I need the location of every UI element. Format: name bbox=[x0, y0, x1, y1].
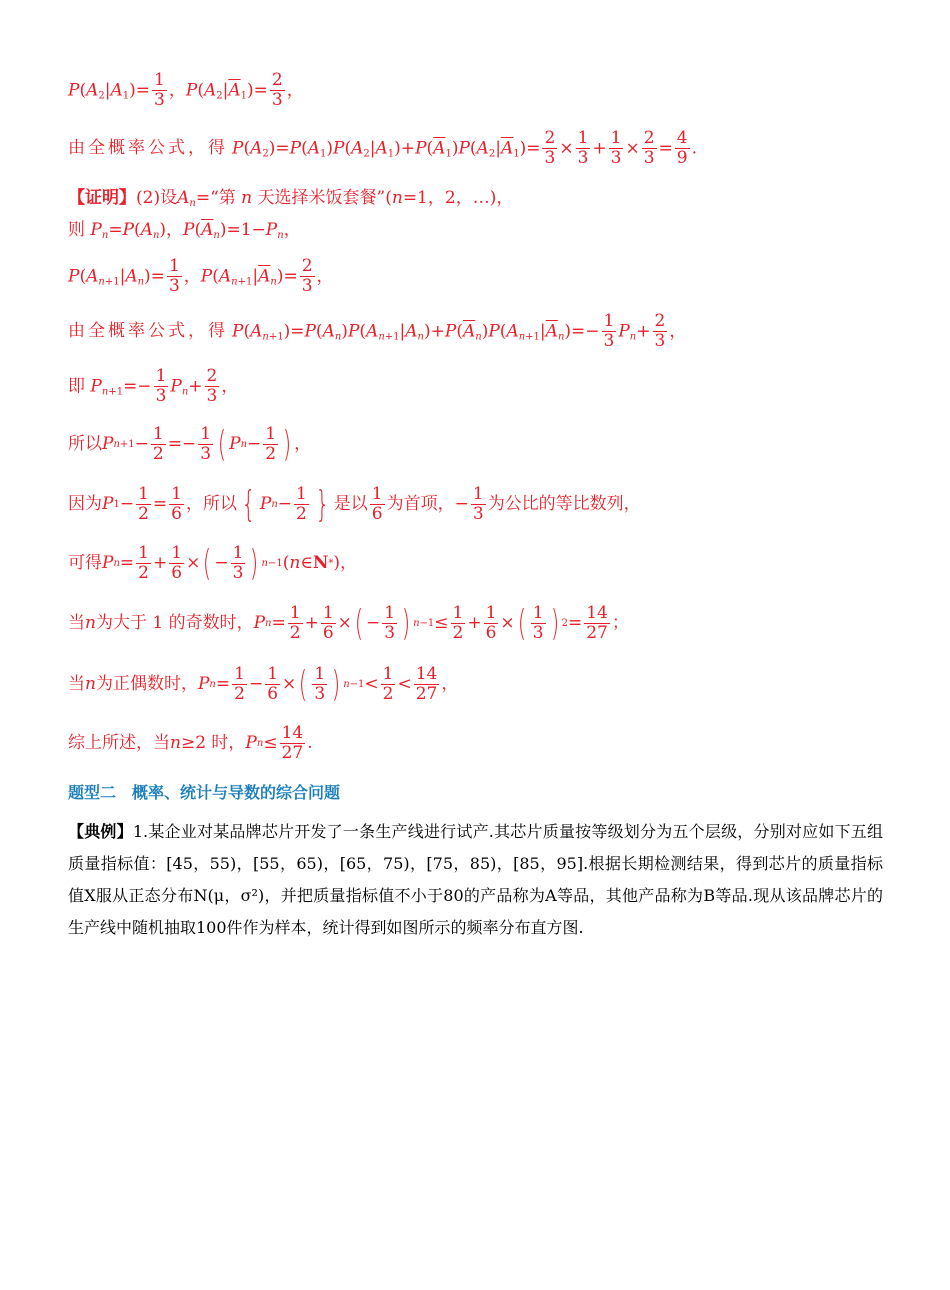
equation-line-11: 当 n 为大于 1 的奇数时， P n = $\frac{1}{2}$ + $\frac{1}{6}$ × ( − $\frac{1}{3}$ ) n−1 ≤ $\frac{1}{2}$ + $\frac{1}{6}$ × ( $\frac{1}{3}$ ) 2 = $\frac{14}{27}$ ； bbox=[68, 602, 629, 644]
solution-line-7 bbox=[68, 368, 238, 406]
equation-line-3: (2)设$A_n=“$第 n 天选择米饭套餐”(n=1，2，…)， bbox=[136, 188, 514, 209]
example-text: 1.某企业对某品牌芯片开发了一条生产线进行试产.其芯片质量按等级划分为五个层级，分别对应如下五组质量指标值：[45，55)，[55，65)，[65，75)，[75，85)，[85，95].根据长期检测结果，得到芯片的质量指标值X服从正态分布N(μ，σ²)，并把质量指标值不小于80的产品称为A等品，其他产品称为B等品.现从该品牌芯片的生产线中随机抽取100件作为样本，统计得到如图所示的频率分布直方图. bbox=[68, 822, 883, 937]
solution-line-4 bbox=[68, 222, 301, 239]
equation-line-1: $P(A_2|A_1)=$ $\frac{1}{3}$ ，$P(A_2|\overline{A}_1)=$ $\frac{2}{3}$ ， bbox=[68, 70, 304, 110]
example-paragraph bbox=[68, 816, 883, 944]
solution-line-1 bbox=[68, 72, 304, 110]
solution-line-2 bbox=[68, 130, 697, 168]
solution-line-12 bbox=[68, 663, 459, 705]
equation-line-8: 所以 P n+1 − $\frac{1}{2}$ =− $\frac{1}{3}$ ( P n − $\frac{1}{2}$ ) ， bbox=[68, 423, 312, 465]
equation-line-7: 即 $P_{n+1}=-$ $\frac{1}{3}$ $P_n+$ $\frac{2}{3}$ ， bbox=[68, 366, 239, 406]
equation-line-10: 可得 P n = $\frac{1}{2}$ + $\frac{1}{6}$ × ( − $\frac{1}{3}$ ) n−1 ( n ∈ N * )， bbox=[68, 542, 358, 584]
solution-line-3 bbox=[68, 190, 513, 207]
solution-line-8 bbox=[68, 423, 312, 465]
line-6-prefix: 由全概率公式，得 bbox=[68, 321, 228, 342]
equation-line-4: 则 $P_n=P(A_n)$，$P(\overline{A}_n)=1-P_n$， bbox=[68, 220, 301, 241]
example-tag: 【典例】 bbox=[68, 822, 133, 841]
equation-line-2: $P(A_2)=P(A_1)P(A_2|A_1)+P(\overline{A}_1)P(A_2|\overline{A}_1)=$ $\frac{2}{3}$ × $\frac{1}{3}$ + $\frac{1}{3}$ × $\frac{2}{3}$ = $\frac{4}{9}$ . bbox=[232, 128, 698, 168]
equation-line-5: $P(A_{n+1}|A_n)=$ $\frac{1}{3}$ ，$P(A_{n+1}|\overline{A}_n)=$ $\frac{2}{3}$ ， bbox=[68, 256, 334, 296]
solution-line-5 bbox=[68, 258, 334, 296]
solution-line-11 bbox=[68, 602, 629, 644]
section-title: 题型二 概率、统计与导数的综合问题 bbox=[68, 783, 341, 802]
equation-line-9: 因为 P 1 − $\frac{1}{2}$ = $\frac{1}{6}$ ，所以 { P n − $\frac{1}{2}$ } 是以 $\frac{1}{6}$ 为首项，− $\frac{1}{3}$ 为公比的等比数列， bbox=[68, 483, 641, 525]
equation-line-12: 当 n 为正偶数时， P n = $\frac{1}{2}$ − $\frac{1}{6}$ × ( $\frac{1}{3}$ ) n−1 < $\frac{1}{2}$ < $\frac{14}{27}$ ， bbox=[68, 663, 459, 705]
equation-line-6: $P(A_{n+1})=P(A_n)P(A_{n+1}|A_n)+P(\overline{A}_n)P(A_{n+1}|\overline{A}_n)=-$ $\frac{1}{3}$ $P_n+$ $\frac{2}{3}$ ， bbox=[232, 311, 687, 351]
solution-line-10 bbox=[68, 542, 358, 584]
solution-line-6 bbox=[68, 313, 686, 351]
solution-line-13 bbox=[68, 725, 313, 763]
solution-line-9 bbox=[68, 483, 641, 525]
equation-line-13: 综上所述，当 n ≥2 时， P n ≤ $\frac{14}{27}$ . bbox=[68, 723, 313, 763]
line-2-prefix: 由全概率公式，得 bbox=[68, 138, 228, 159]
proof-tag: 【证明】 bbox=[68, 188, 136, 208]
